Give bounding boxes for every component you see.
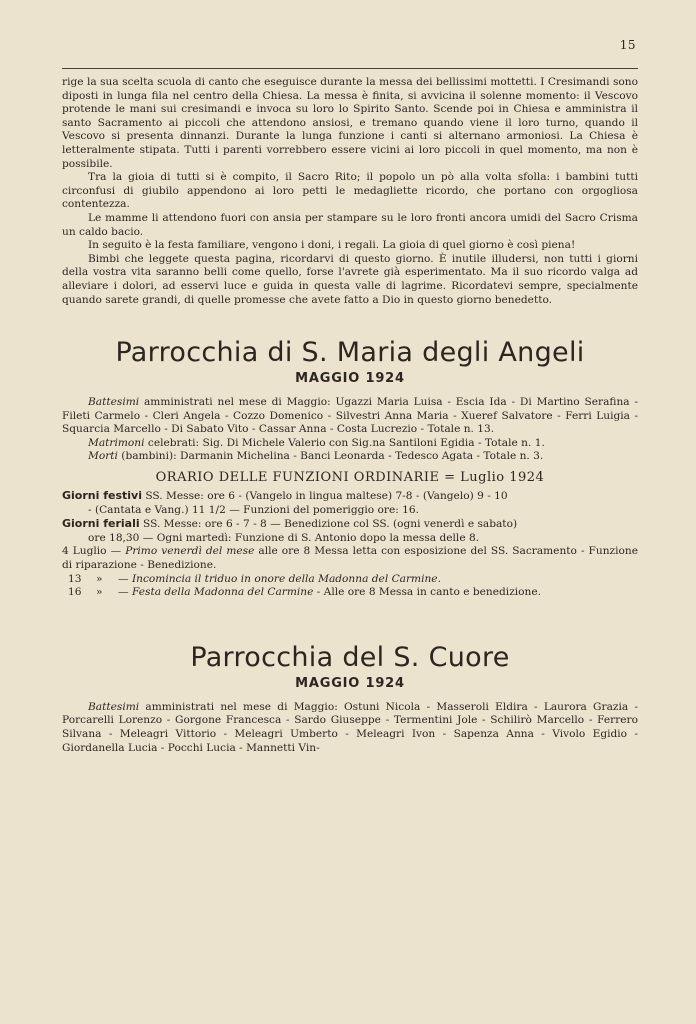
battesimi-paragraph-sacro-cuore <box>62 701 638 755</box>
intro-paragraph-4: In seguito è la festa familiare, vengono i doni, i regali. La gioia di quel giorno è così piena! <box>88 239 576 252</box>
giorni-festivi-row <box>62 489 638 504</box>
morti-text: (bambini): Darmanin Michelina - Banci Leonarda - Tedesco Agata - Totale n. 3. <box>117 450 544 463</box>
giorni-feriali-row <box>62 517 638 532</box>
battesimi-paragraph <box>62 396 638 437</box>
event-ditto-mark: » <box>96 586 103 599</box>
battesimi-label: Battesimi <box>88 700 140 713</box>
section-title-santa-maria: Parrocchia di S. Maria degli Angeli <box>115 337 585 369</box>
battesimi-label: Battesimi <box>88 396 140 409</box>
intro-paragraph-2: Tra la gioia di tutti si è compito, il Sacro Rito; il popolo un pò alla volta sfolla: i bambini tutti circonfusi di giubilo appendono ai loro petti le medagliette ricordo, che portano con orgogliosa contentezza. <box>62 171 638 211</box>
intro-paragraph-5: Bimbi che leggete questa pagina, ricordarvi di questo giorno. È inutile illudersi, non tutti i giorni della vostra vita saranno belli come quello, forse l'avrete già esperimentato. Ma il suo ricordo valga ad alleviare i dolori, ad esservi luce e guida in questa valle di lagrime. Ricordatevi sempre, specialmente quando sarete grandi, di quelle promesse che avete fatto a Dio in questo giorno benedetto. <box>62 252 638 306</box>
intro-paragraph-3: Le mamme li attendono fuori con ansia per stampare su le loro fronti ancora umidi del Sacro Crisma un caldo bacio. <box>62 211 638 238</box>
giorni-feriali-label: Giorni feriali <box>62 517 140 531</box>
section-title-sacro-cuore: Parrocchia del S. Cuore <box>190 641 510 673</box>
page-content <box>62 76 638 755</box>
section-subtitle-santa-maria: MAGGIO 1924 <box>295 371 405 387</box>
morti-paragraph <box>62 450 638 464</box>
intro-paragraph-1: rige la sua scelta scuola di canto che eseguisce durante la messa dei bellissimi mottetti. I Cresimandi sono diposti in lunga fila nel centro della Chiesa. La messa è finita, si avvicina il solenne momento: il Vescovo protende le mani sui cresimandi e invoca su loro lo Spirito Santo. Scende poi in Chiesa e amministra il santo Sacramento ai piccoli che attendono ansiosi, e tremano quando viene il loro turno, quando il Vescovo si presenta dinnanzi. Durante la lunga funzione i canti si alternano armoniosi. La Chiesa è letteralmente stipata. Tutti i parenti vorrebbero essere vicini ai loro piccoli in quel momento, ma non è possibile. <box>62 76 638 170</box>
giorni-festivi-text: SS. Messe: ore 6 - (Vangelo in lingua maltese) 7-8 - (Vangelo) 9 - 10 <box>141 490 508 503</box>
morti-label: Morti <box>88 450 118 463</box>
page-number: 15 <box>619 38 636 52</box>
event-ditto-mark: » <box>96 572 103 585</box>
matrimoni-label: Matrimoni <box>88 436 145 449</box>
giorni-festivi-label: Giorni festivi <box>62 489 142 503</box>
event-row <box>62 545 638 572</box>
event-day: 13 <box>68 572 82 585</box>
event-row <box>62 573 638 587</box>
event-day: 16 <box>68 586 82 599</box>
event-title: — Primo venerdì del mese <box>106 545 255 558</box>
section-subtitle-sacro-cuore: MAGGIO 1924 <box>295 675 405 691</box>
event-title: — Festa della Madonna del Carmine <box>118 586 314 599</box>
event-text: - Alle ore 8 Messa in canto e benedizione. <box>313 586 542 599</box>
giorni-festivi-continuation: - (Cantata e Vang.) 11 1/2 — Funzioni del pomeriggio ore: 16. <box>88 503 420 516</box>
battesimi-text: amministrati nel mese di Maggio: Ugazzi Maria Luisa - Escia Ida - Di Martino Serafina - Fileti Carmelo - Cleri Angela - Cozzo Domenico - Silvestri Anna Maria - Xueref Salvatore - Ferri Luigia - Squarcia Marcello - Di Sabato Vito - Cassar Anna - Costa Lucrezio - Totale n. 13. <box>62 396 638 436</box>
orario-title: ORARIO DELLE FUNZIONI ORDINARIE = Luglio 1924 <box>155 470 545 486</box>
giorni-feriali-continuation: ore 18,30 — Ogni martedì: Funzione di S. Antonio dopo la messa delle 8. <box>88 531 480 544</box>
event-text: alle ore 8 Messa letta con esposizione del SS. Sacramento - Funzione di riparazione - Benedizione. <box>62 545 638 572</box>
battesimi-text: amministrati nel mese di Maggio: Ostuni Nicola - Masseroli Eldira - Laurora Grazia - Porcarelli Lorenzo - Gorgone Francesca - Sardo Giuseppe - Termentini Jole - Schilirò Marcello - Ferrero Silvana - Meleagri Vittorio - Meleagri Umberto - Meleagri Ivon - Sapenza Anna - Vivolo Egidio - Giordanella Lucia - Pocchi Lucia - Mannetti Vin- <box>62 700 638 754</box>
matrimoni-text: celebrati: Sig. Di Michele Valerio con Sig.na Santiloni Egidia - Totale n. 1. <box>144 436 545 449</box>
header-rule <box>62 68 638 69</box>
event-row <box>62 586 638 600</box>
matrimoni-paragraph <box>62 437 638 451</box>
giorni-feriali-text: SS. Messe: ore 6 - 7 - 8 — Benedizione col SS. (ogni venerdì e sabato) <box>139 518 518 531</box>
event-day: 4 Luglio <box>62 545 107 558</box>
event-title: — Incomincia il triduo in onore della Madonna del Carmine. <box>118 572 441 585</box>
